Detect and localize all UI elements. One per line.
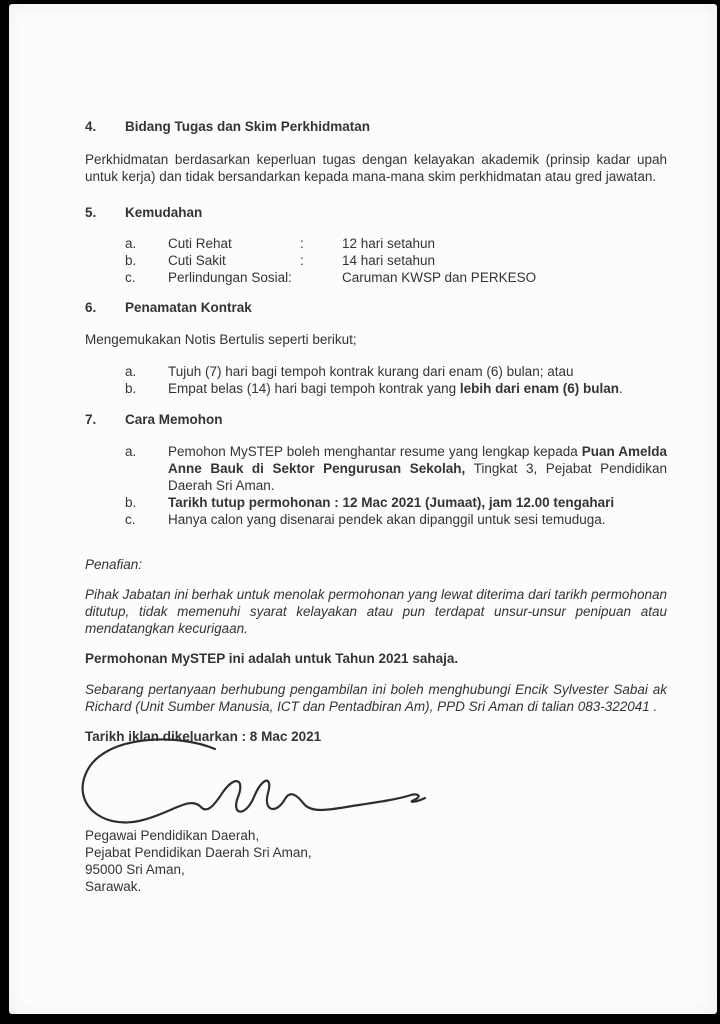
benefits-list	[125, 235, 667, 286]
disclaimer-text: Pihak Jabatan ini berhak untuk menolak permohonan yang lewat diterima dari tarikh permohonan ditutup, tidak memenuhi syarat kelayakan atau pun terdapat unsur-unsur penipuan atau mendatangkan kecurigaan.	[85, 587, 667, 636]
year-notice: Permohonan MySTEP ini adalah untuk Tahun 2021 sahaja.	[85, 651, 459, 666]
item-letter: b.	[125, 495, 137, 510]
item-text	[168, 380, 667, 397]
contract-item	[125, 380, 667, 397]
issue-date: Tarikh iklan dikeluarkan : 8 Mac 2021	[85, 729, 322, 744]
section-title: Cara Memohon	[125, 412, 223, 427]
benefit-value: Caruman KWSP dan PERKESO	[342, 270, 537, 285]
benefit-value: 14 hari setahun	[342, 253, 436, 268]
item-text-plain: Hanya calon yang disenarai pendek akan dipanggil untuk sesi temuduga.	[168, 512, 606, 527]
benefit-row	[125, 252, 667, 269]
item-letter: b.	[125, 381, 137, 396]
signer-postcode: 95000 Sri Aman,	[85, 862, 185, 877]
item-text-plain: .	[618, 381, 623, 396]
section-title: Bidang Tugas dan Skim Perkhidmatan	[125, 119, 371, 134]
item-text	[168, 494, 667, 511]
item-text	[168, 443, 667, 494]
contract-item	[125, 363, 667, 380]
section-4-heading	[85, 118, 667, 135]
benefit-colon: :	[300, 236, 304, 251]
contact-note: Sebarang pertanyaan berhubung pengambilan ini boleh menghubungi Encik Sylvester Sabai ak Richard (Unit Sumber Manusia, ICT dan Pentadbiran Am), PPD Sri Aman di talian 083-322041 .	[85, 682, 667, 714]
item-text-bold: lebih dari enam (6) bulan	[459, 381, 619, 396]
section-6-heading	[85, 299, 667, 316]
item-text-plain: Tujuh (7) hari bagi tempoh kontrak kurang dari enam (6) bulan; atau	[168, 364, 574, 379]
benefit-label: Cuti Rehat	[168, 236, 232, 251]
benefit-label: Perlindungan Sosial:	[168, 270, 292, 285]
benefit-letter: b.	[125, 253, 137, 268]
section-4-body: Perkhidmatan berdasarkan keperluan tugas dengan kelayakan akademik (prinsip kadar upah untuk kerja) dan tidak bersandarkan kepada mana-mana skim perkhidmatan atau gred jawatan.	[85, 152, 667, 184]
item-text	[168, 511, 667, 528]
signature-area	[85, 747, 667, 827]
signature-image	[57, 735, 437, 839]
item-text-plain: Pemohon MySTEP boleh menghantar resume yang lengkap kepada	[168, 444, 582, 459]
item-letter: a.	[125, 444, 137, 459]
section-number: 7.	[85, 412, 97, 427]
contract-notice-list	[125, 363, 667, 397]
benefit-row	[125, 269, 667, 286]
item-text-bold: Tarikh tutup permohonan : 12 Mac 2021 (Jumaat), jam 12.00 tengahari	[168, 495, 615, 510]
item-text-plain: Tingkat 3, Pejabat Pendidikan Daerah Sri Aman.	[168, 461, 667, 493]
item-letter: a.	[125, 364, 137, 379]
signer-title: Pegawai Pendidikan Daerah,	[85, 828, 260, 843]
item-text	[168, 363, 667, 380]
item-text-bold: Puan Amelda Anne Bauk di Sektor Pengurusan Sekolah,	[168, 444, 667, 476]
section-number: 6.	[85, 300, 97, 315]
section-number: 5.	[85, 205, 97, 220]
benefit-letter: c.	[125, 270, 136, 285]
item-text-plain: Empat belas (14) hari bagi tempoh kontrak yang	[168, 381, 460, 396]
benefit-row	[125, 235, 667, 252]
apply-item	[125, 443, 667, 494]
apply-list	[125, 443, 667, 528]
benefit-value: 12 hari setahun	[342, 236, 436, 251]
section-5-heading	[85, 204, 667, 221]
apply-item	[125, 494, 667, 511]
benefit-colon	[300, 269, 342, 286]
signer-office: Pejabat Pendidikan Daerah Sri Aman,	[85, 845, 312, 860]
signer-state: Sarawak.	[85, 879, 142, 894]
document-content	[85, 118, 667, 895]
disclaimer-label: Penafian:	[85, 557, 143, 572]
item-letter: c.	[125, 512, 136, 527]
section-6-intro: Mengemukakan Notis Bertulis seperti berikut;	[85, 332, 357, 347]
apply-item	[125, 511, 667, 528]
document-page	[9, 4, 717, 1014]
benefit-colon: :	[300, 253, 304, 268]
section-title: Penamatan Kontrak	[125, 300, 252, 315]
benefit-letter: a.	[125, 236, 137, 251]
section-number: 4.	[85, 119, 97, 134]
section-7-heading	[85, 411, 667, 428]
benefit-label: Cuti Sakit	[168, 253, 226, 268]
section-title: Kemudahan	[125, 205, 203, 220]
